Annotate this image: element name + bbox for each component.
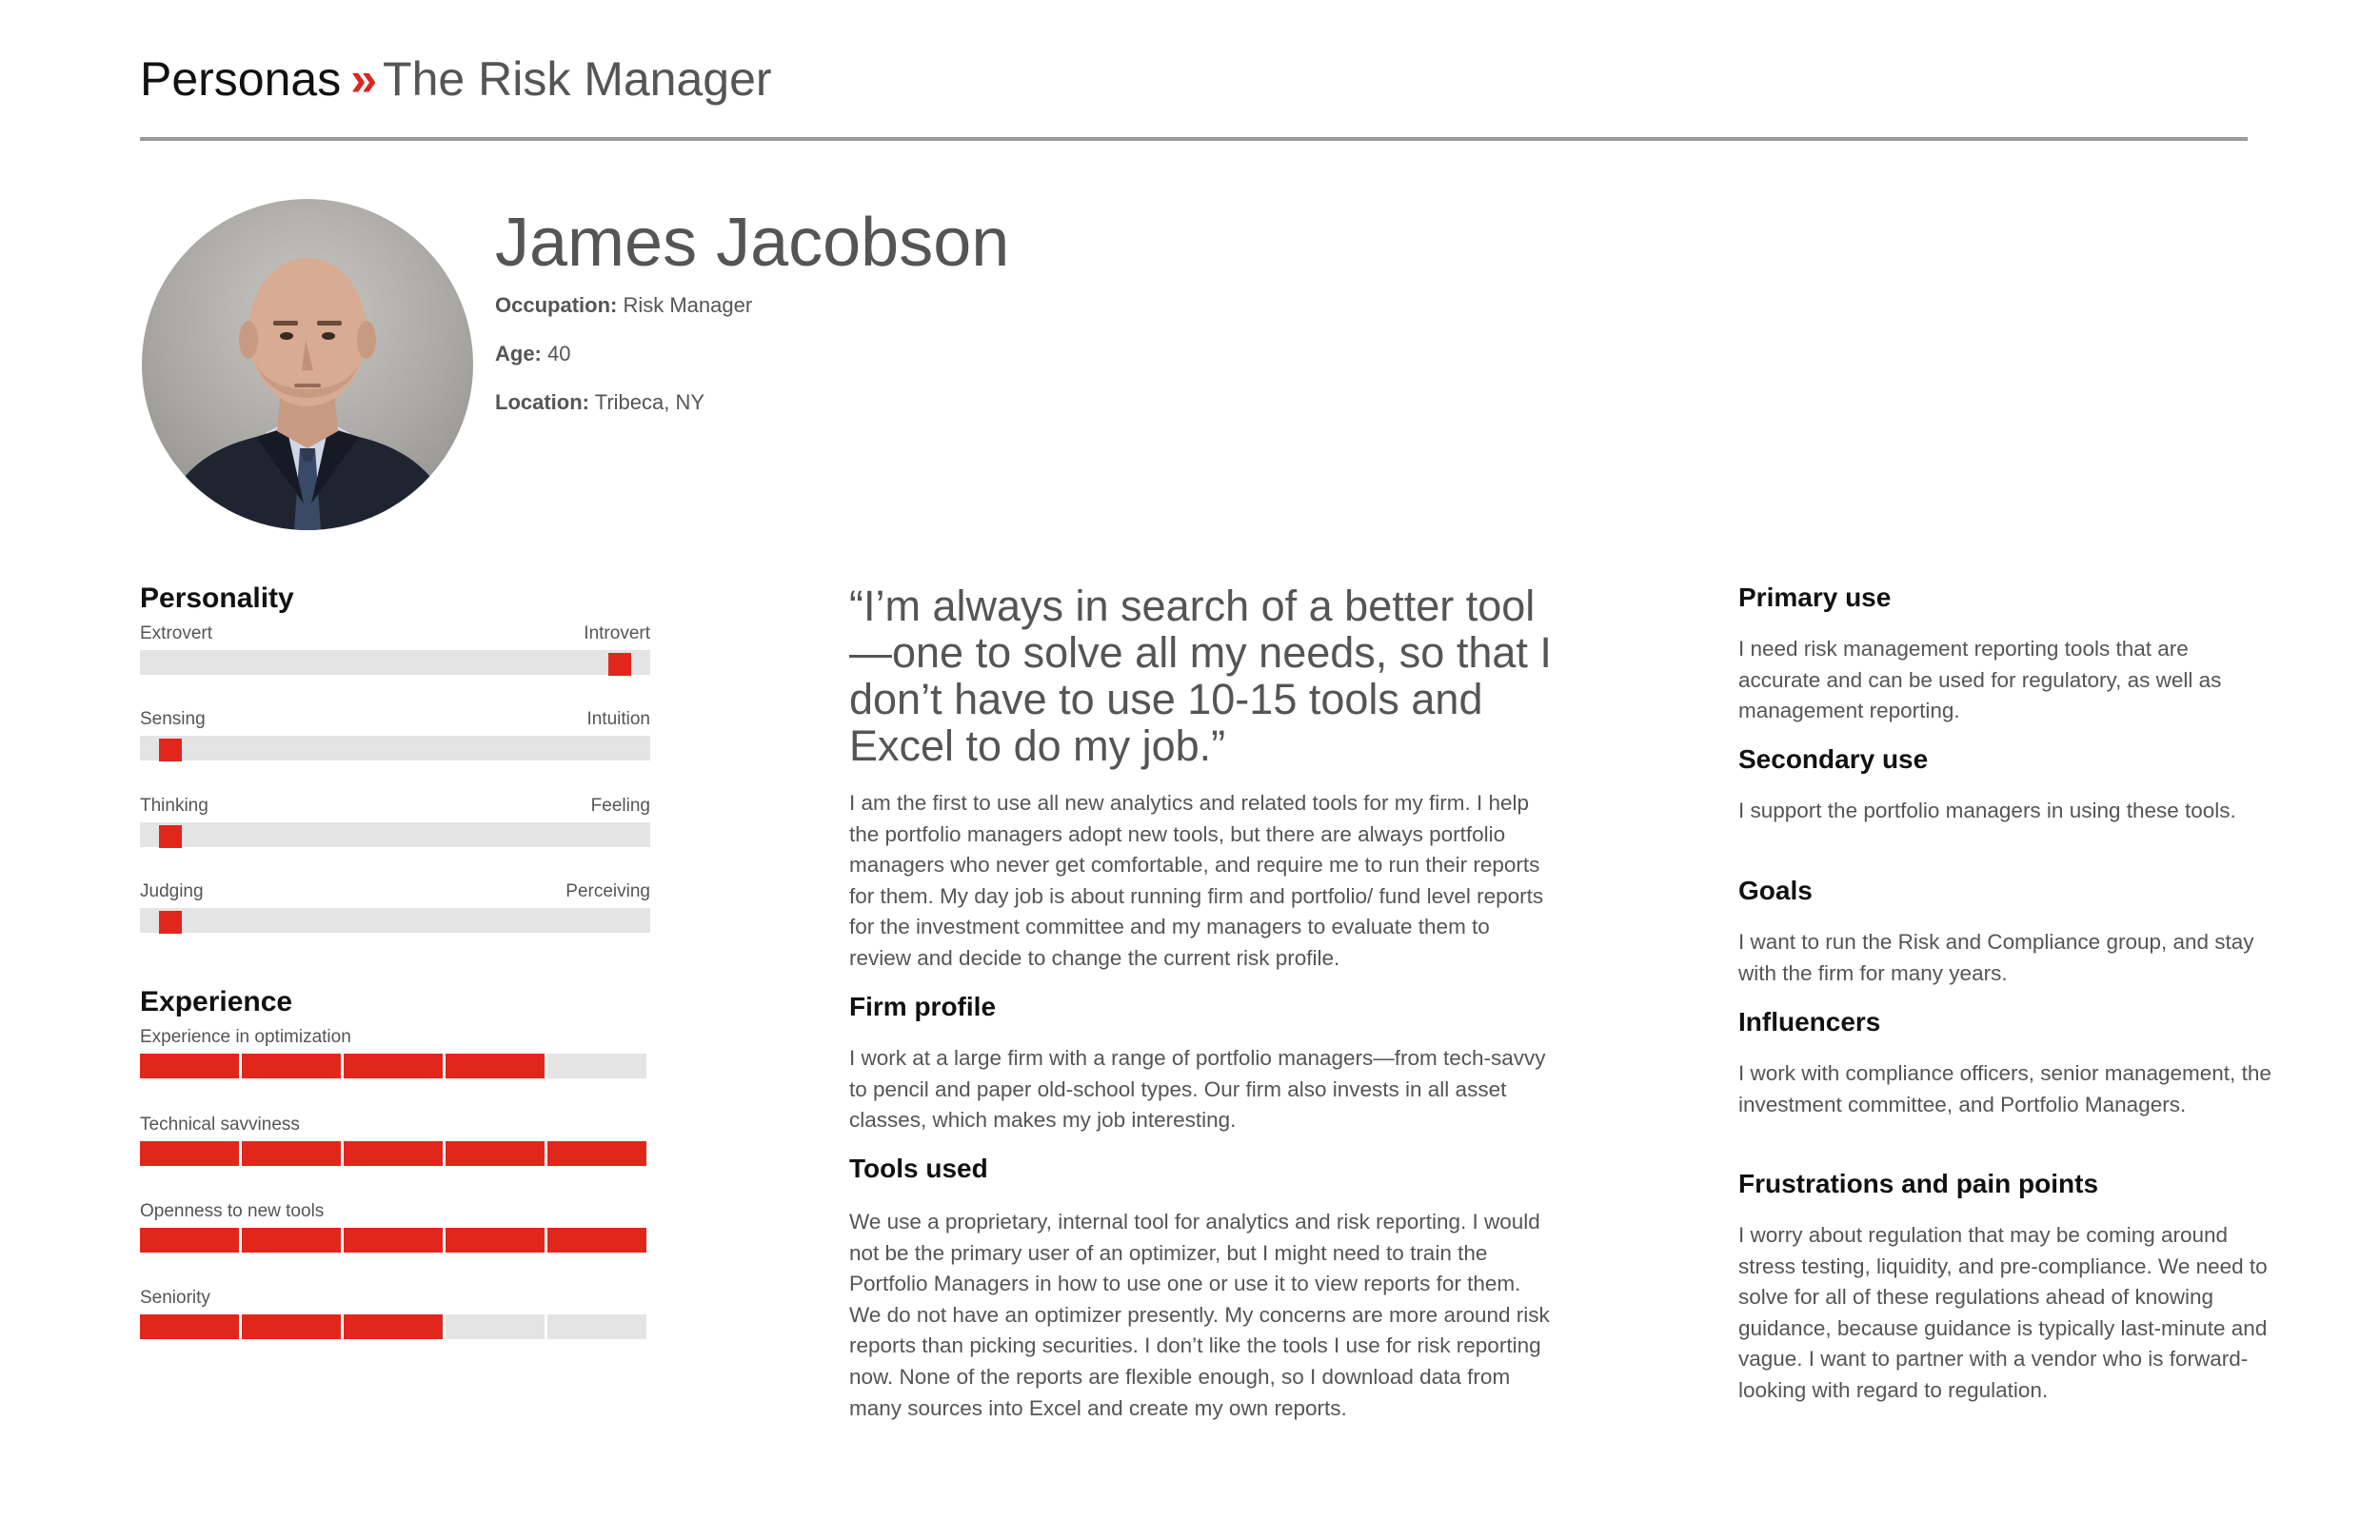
experience-segment-filled <box>446 1141 545 1166</box>
experience-segment-filled <box>344 1228 443 1253</box>
experience-bar <box>140 1054 646 1078</box>
experience-segment-filled <box>344 1314 443 1339</box>
experience-bar <box>140 1314 646 1339</box>
scale-right-label: Perceiving <box>565 881 650 901</box>
experience-bar <box>140 1228 646 1253</box>
experience-segment-filled <box>140 1141 239 1166</box>
intro-paragraph: I am the first to use all new analytics and related tools for my firm. I help the portfolio managers adopt new tools, but there are always portfolio managers who never get comfortable, and require me to run their reports for them. My day job is about running firm and portfolio/ fund level reports for the investment committee and my managers to evaluate them to review and decide to change the current risk profile. <box>849 791 1544 970</box>
age-label: Age: <box>495 342 542 365</box>
personality-scale-track <box>140 908 650 933</box>
experience-segment-filled <box>344 1141 443 1166</box>
header-divider <box>140 137 2248 141</box>
scale-right-label: Feeling <box>590 796 650 816</box>
experience-segment-filled <box>344 1054 443 1078</box>
personality-scale-track <box>140 736 650 760</box>
experience-label: Experience in optimization <box>140 1027 351 1047</box>
scale-right-label: Intuition <box>586 709 650 729</box>
experience-segment-filled <box>242 1141 341 1166</box>
experience-label: Openness to new tools <box>140 1201 325 1221</box>
firm-profile-heading: Firm profile <box>849 992 997 1021</box>
occupation-value: Risk Manager <box>623 293 753 317</box>
avatar <box>142 199 473 530</box>
page-title <box>140 46 772 112</box>
frustrations-heading: Frustrations and pain points <box>1738 1169 2099 1198</box>
personality-scale-marker <box>608 653 631 676</box>
experience-segment-filled <box>242 1314 341 1339</box>
age-line <box>495 340 571 368</box>
persona-name: James Jacobson <box>495 205 1010 281</box>
goals-heading: Goals <box>1738 876 1813 905</box>
experience-segment-empty <box>547 1314 646 1339</box>
portrait-illustration <box>142 199 473 530</box>
experience-segment-filled <box>446 1228 545 1253</box>
goals-text: I want to run the Risk and Compliance group, and stay with the firm for many years. <box>1738 930 2254 985</box>
experience-segment-filled <box>242 1228 341 1253</box>
persona-quote: “I’m always in search of a better tool—one to solve all my needs, so that I don’t have to use 10-15 tools and Excel to do my job.” <box>849 582 1552 770</box>
breadcrumb-current: The Risk Manager <box>383 52 772 106</box>
personality-scale-marker <box>159 825 182 848</box>
scale-right-label: Introvert <box>584 623 650 643</box>
scale-left-label: Extrovert <box>140 623 213 643</box>
experience-bar <box>140 1141 646 1166</box>
experience-heading: Experience <box>140 986 293 1017</box>
scale-left-label: Sensing <box>140 709 206 729</box>
experience-segment-filled <box>242 1054 341 1078</box>
firm-profile-text: I work at a large firm with a range of portfolio managers—from tech-savvy to pencil and paper old-school types. Our firm also invests in all asset classes, which makes my job interesting. <box>849 1046 1546 1133</box>
primary-use-text: I need risk management reporting tools that are accurate and can be used for regulatory, as well as management reporting. <box>1738 637 2222 723</box>
tools-used-heading: Tools used <box>849 1154 988 1183</box>
primary-use-heading: Primary use <box>1738 582 1892 612</box>
scale-left-label: Thinking <box>140 796 208 816</box>
location-label: Location: <box>495 390 589 414</box>
breadcrumb-separator: » <box>350 52 378 106</box>
experience-segment-filled <box>547 1228 646 1253</box>
frustrations-text: I worry about regulation that may be coming around stress testing, liquidity, and pre-compliance. We need to solve for all of these regulations ahead of knowing guidance, because guidance is typically last-minute and vague. I want to partner with a vendor who is forward-looking with regard to regulation. <box>1738 1223 2268 1402</box>
personality-scale-track <box>140 650 650 675</box>
breadcrumb-root: Personas <box>140 52 342 106</box>
experience-segment-filled <box>140 1228 239 1253</box>
personality-heading: Personality <box>140 582 294 614</box>
secondary-use-heading: Secondary use <box>1738 744 1929 774</box>
experience-segment-empty <box>446 1314 545 1339</box>
experience-segment-empty <box>547 1054 646 1078</box>
tools-used-text: We use a proprietary, internal tool for analytics and risk reporting. I would not be the primary user of an optimizer, but I might need to train the Portfolio Managers in how to use one or use it to view reports for them. We do not have an optimizer presently. My concerns are more around risk reports than picking securities. I don’t like the tools I use for risk reporting now. None of the reports are flexible enough, so I download data from many sources into Excel and create my own reports. <box>849 1210 1550 1420</box>
experience-label: Technical savviness <box>140 1115 300 1135</box>
occupation-label: Occupation: <box>495 293 618 317</box>
age-value: 40 <box>547 342 571 365</box>
secondary-use-text: I support the portfolio managers in using these tools. <box>1738 799 2236 822</box>
scale-left-label: Judging <box>140 881 204 901</box>
experience-segment-filled <box>140 1314 239 1339</box>
experience-label: Seniority <box>140 1288 210 1308</box>
experience-segment-filled <box>446 1054 545 1078</box>
influencers-text: I work with compliance officers, senior management, the investment committee, and Portfolio Managers. <box>1738 1061 2271 1116</box>
influencers-heading: Influencers <box>1738 1007 1881 1037</box>
occupation-line <box>495 291 752 320</box>
location-line <box>495 388 704 417</box>
experience-segment-filled <box>547 1141 646 1166</box>
location-value: Tribeca, NY <box>594 390 705 414</box>
experience-segment-filled <box>140 1054 239 1078</box>
personality-scale-track <box>140 822 650 847</box>
personality-scale-marker <box>159 911 182 934</box>
personality-scale-marker <box>159 739 182 761</box>
